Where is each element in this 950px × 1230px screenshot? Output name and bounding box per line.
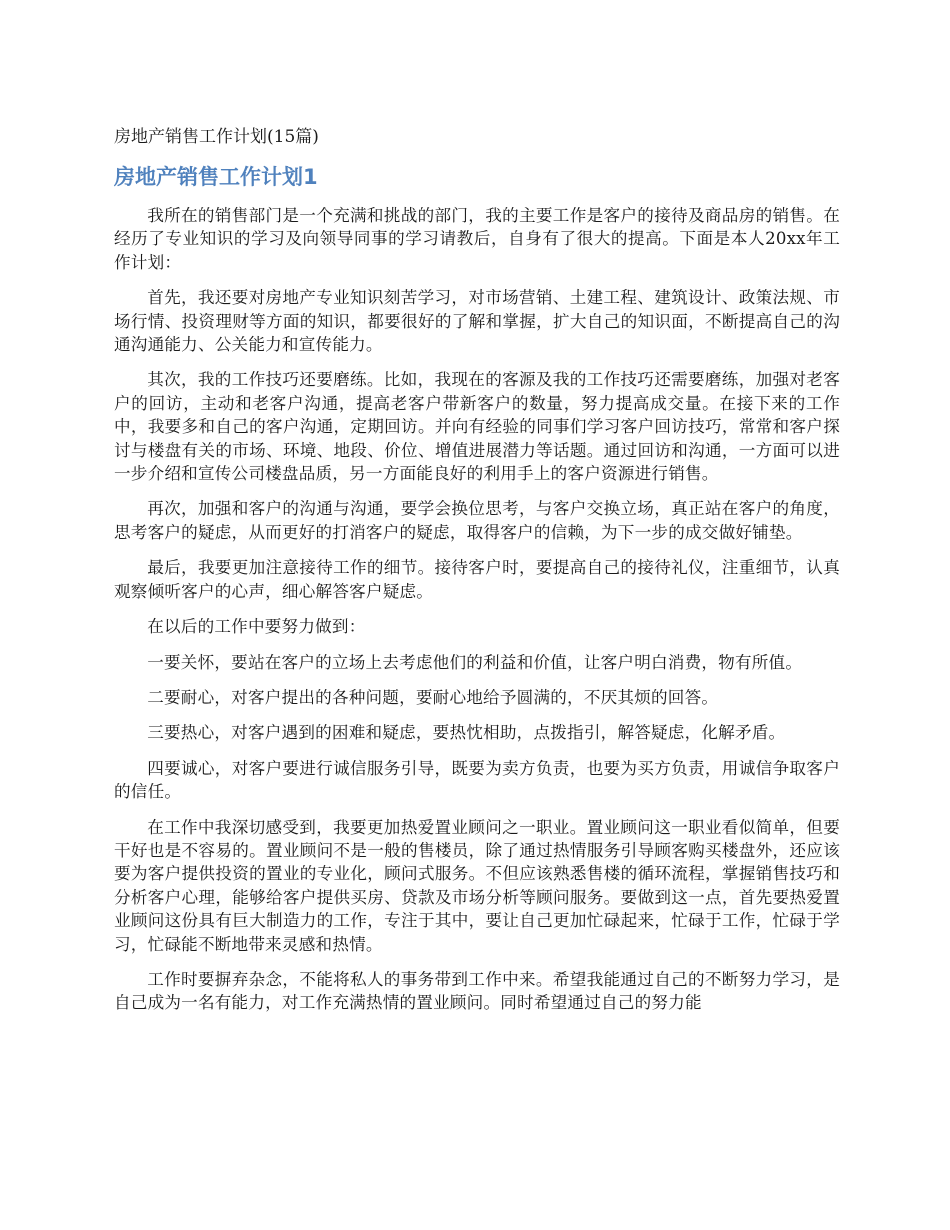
- document-page: [114, 0, 840, 1230]
- paragraph: 我所在的销售部门是一个充满和挑战的部门，我的主要工作是客户的接待及商品房的销售。在经历了专业知识的学习及向领导同事的学习请教后，自身有了很大的提高。下面是本人20xx年工作计划：: [114, 206, 840, 272]
- paragraph: 首先，我还要对房地产专业知识刻苦学习，对市场营销、土建工程、建筑设计、政策法规、市场行情、投资理财等方面的知识，都要很好的了解和掌握，扩大自己的知识面，不断提高自己的沟通沟通能力、公关能力和宣传能力。: [114, 288, 840, 355]
- paragraph: 二要耐心，对客户提出的各种问题，要耐心地给予圆满的，不厌其烦的回答。: [147, 687, 719, 707]
- document-body: [114, 204, 840, 1027]
- document-title: 房地产销售工作计划(15篇): [114, 127, 319, 147]
- paragraph: 在工作中我深切感受到，我要更加热爱置业顾问之一职业。置业顾问这一职业看似简单，但要干好也是不容易的。置业顾问不是一般的售楼员，除了通过热情服务引导顾客购买楼盘外，还应该要为客户提供投资的置业的专业化，顾问式服务。不但应该熟悉售楼的循环流程，掌握销售技巧和分析客户心理，能够给客户提供买房、贷款及市场分析等顾问服务。要做到这一点，首先要热爱置业顾问这份具有巨大制造力的工作，专注于其中，要让自己更加忙碌起来，忙碌于工作，忙碌于学习，忙碌能不断地带来灵感和热情。: [114, 817, 840, 954]
- paragraph: 最后，我要更加注意接待工作的细节。接待客户时，要提高自己的接待礼仪，注重细节，认真观察倾听客户的心声，细心解答客户疑虑。: [114, 558, 840, 601]
- section-heading: 房地产销售工作计划1: [114, 165, 318, 189]
- paragraph: 工作时要摒弃杂念，不能将私人的事务带到工作中来。希望我能通过自己的不断努力学习，是自己成为一名有能力，对工作充满热情的置业顾问。同时希望通过自己的努力能: [114, 969, 840, 1013]
- paragraph: 在以后的工作中要努力做到：: [147, 617, 366, 637]
- paragraph: 再次，加强和客户的沟通与沟通，要学会换位思考，与客户交换立场，真正站在客户的角度，思考客户的疑虑，从而更好的打消客户的疑虑，取得客户的信赖，为下一步的成交做好铺垫。: [114, 499, 840, 542]
- paragraph: 一要关怀，要站在客户的立场上去考虑他们的利益和价值，让客户明白消费，物有所值。: [147, 652, 803, 672]
- paragraph: 三要热心，对客户遇到的困难和疑虑，要热忱相助，点拨指引，解答疑虑，化解矛盾。: [147, 723, 786, 743]
- paragraph: 四要诚心，对客户要进行诚信服务引导，既要为卖方负责，也要为买方负责，用诚信争取客户的信任。: [114, 758, 840, 802]
- paragraph: 其次，我的工作技巧还要磨练。比如，我现在的客源及我的工作技巧还需要磨练，加强对老客户的回访，主动和老客户沟通，提高老客户带新客户的数量，努力提高成交量。在接下来的工作中，我要多和自己的客户沟通，定期回访。并向有经验的同事们学习客户回访技巧，常常和客户探讨与楼盘有关的市场、环境、地段、价位、增值进展潜力等话题。通过回访和沟通，一方面可以进一步介绍和宣传公司楼盘品质，另一方面能良好的利用手上的客户资源进行销售。: [114, 370, 840, 484]
